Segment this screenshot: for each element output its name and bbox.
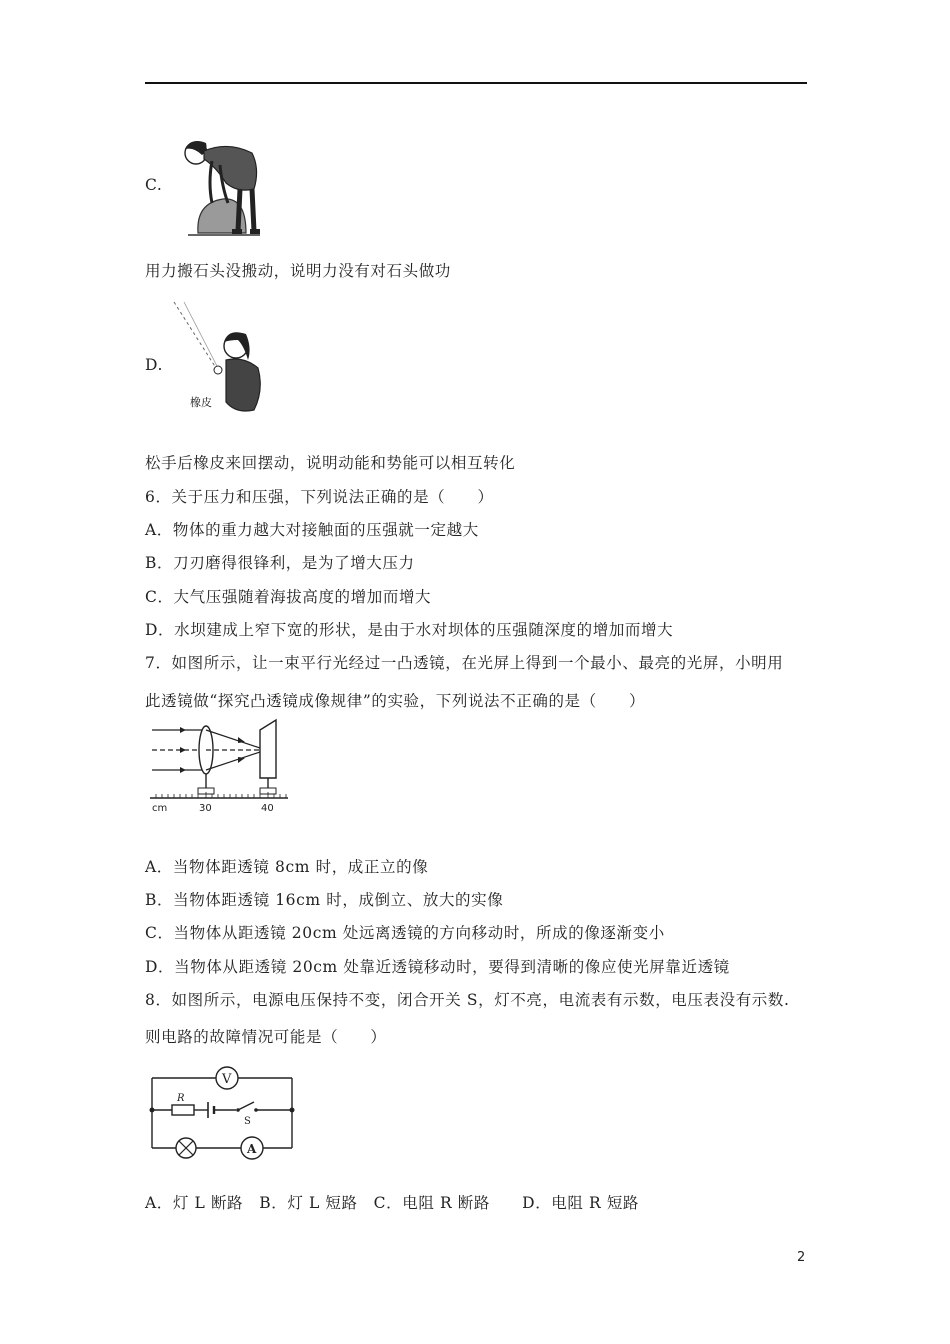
figure-convex-lens: [146, 716, 291, 816]
page-number: 2: [797, 1250, 806, 1265]
q6-option-c: C．大气压强随着海拔高度的增加而增大: [145, 588, 432, 606]
option-c-text: 用力搬石头没搬动，说明力没有对石头做功: [145, 262, 451, 280]
ruler-unit-label: cm: [152, 803, 168, 814]
option-d-label: D.: [145, 356, 164, 374]
voltmeter-label: V: [222, 1072, 232, 1087]
q7-option-a: A．当物体距透镜 8cm 时，成正立的像: [145, 858, 429, 876]
q7-option-c: C．当物体从距透镜 20cm 处远离透镜的方向移动时，所成的像逐渐变小: [145, 924, 665, 942]
q7-stem-line2: 此透镜做“探究凸透镜成像规律”的实验，下列说法不正确的是（ ）: [145, 692, 646, 710]
q8-stem-line2: 则电路的故障情况可能是（ ）: [145, 1028, 387, 1046]
eraser-label: 橡皮: [190, 396, 212, 409]
q6-stem: 6．关于压力和压强，下列说法正确的是（ ）: [145, 488, 494, 506]
figure-lifting-stone: [168, 133, 268, 241]
figure-pendulum-eraser: [168, 298, 270, 428]
q6-option-b: B．刀刃磨得很锋利，是为了增大压力: [145, 554, 415, 572]
figure-circuit: [146, 1060, 298, 1168]
ruler-tick-40: 40: [261, 803, 274, 814]
resistor-label: R: [177, 1093, 185, 1104]
option-d-text: 松手后橡皮来回摆动，说明动能和势能可以相互转化: [145, 454, 516, 472]
q6-option-a: A．物体的重力越大对接触面的压强就一定越大: [145, 521, 479, 539]
q6-option-d: D．水坝建成上窄下宽的形状，是由于水对坝体的压强随深度的增加而增大: [145, 621, 674, 639]
ammeter-label: A: [247, 1142, 257, 1156]
q7-option-b: B．当物体距透镜 16cm 时，成倒立、放大的实像: [145, 891, 504, 909]
header-rule: [145, 82, 807, 84]
q8-stem-line1: 8．如图所示，电源电压保持不变，闭合开关 S，灯不亮，电流表有示数，电压表没有示数.: [145, 991, 790, 1009]
q7-stem-line1: 7．如图所示，让一束平行光经过一凸透镜，在光屏上得到一个最小、最亮的光屏，小明用: [145, 654, 784, 672]
q7-option-d: D．当物体从距透镜 20cm 处靠近透镜移动时，要得到清晰的像应使光屏靠近透镜: [145, 958, 730, 976]
option-c-label: C.: [145, 176, 163, 194]
switch-label: S: [244, 1116, 251, 1127]
ruler-tick-30: 30: [199, 803, 212, 814]
q8-options: A．灯 L 断路 B．灯 L 短路 C．电阻 R 断路 D．电阻 R 短路: [145, 1194, 640, 1212]
